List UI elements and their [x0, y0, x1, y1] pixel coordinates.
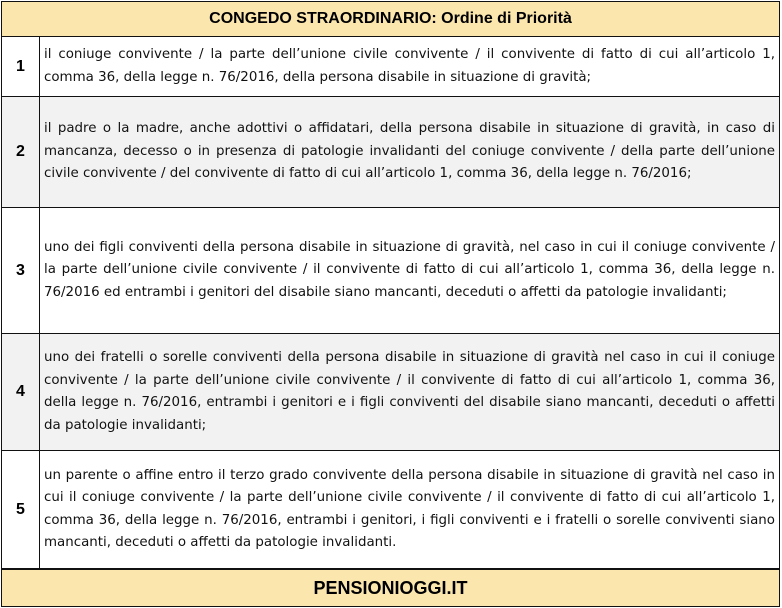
row-number: 2 — [2, 97, 40, 207]
row-number: 5 — [2, 451, 40, 568]
table-row — [2, 37, 779, 97]
table-row — [2, 451, 779, 568]
row-text: il coniuge convivente / la parte dell’unione civile convivente / il convivente di fatto di cui all’articolo 1, comma 36, della legge n. 76/2016, della persona disabile in situazione di gravità; — [44, 47, 775, 85]
table-row — [2, 97, 779, 208]
table-row — [2, 334, 779, 451]
table-body — [2, 37, 779, 568]
row-text: il padre o la madre, anche adottivi o affidatari, della persona disabile in situazione di gravità, in caso di mancanza, decesso o in presenza di patologie invalidanti del coniuge convivente / della parte dell’unione civile convivente / del convivente di fatto di cui all’articolo 1, comma 36, della legge n. 76/2016; — [44, 121, 775, 182]
row-text-cell — [40, 97, 779, 207]
row-number: 1 — [2, 37, 40, 96]
row-text-cell — [40, 451, 779, 568]
row-text: uno dei fratelli o sorelle conviventi della persona disabile in situazione di gravità nel caso in cui il coniuge convivente / la parte dell’unione civile convivente / il convivente di fatto di cui all’articolo 1, comma 36, della legge n. 76/2016, entrambi i genitori e i figli conviventi del disabile siano mancanti, deceduti o affetti da patologie invalidanti; — [44, 350, 775, 433]
row-text-cell — [40, 334, 779, 450]
table-row — [2, 208, 779, 334]
table-footer: PENSIONIOGGI.IT — [2, 568, 779, 606]
row-text: uno dei figli conviventi della persona disabile in situazione di gravità, nel caso in cui il coniuge convivente / la parte dell’unione civile convivente / il convivente di fatto di cui all’articolo 1, comma 36, della legge n. 76/2016 ed entrambi i genitori del disabile siano mancanti, deceduti o affetti da patologie invalidanti; — [44, 239, 775, 300]
priority-table — [1, 1, 780, 607]
row-text-cell — [40, 37, 779, 96]
row-number: 4 — [2, 334, 40, 450]
row-text-cell — [40, 208, 779, 333]
row-text: un parente o affine entro il terzo grado convivente della persona disabile in situazione di gravità nel caso in cui il coniuge convivente / la parte dell’unione civile convivente / il convivente di fatto di cui all’articolo 1, comma 36, della legge n. 76/2016, entrambi i genitori, i figli conviventi e i fratelli o sorelle conviventi siano mancanti, deceduti o affetti da patologie invalidanti. — [44, 467, 775, 550]
table-title: CONGEDO STRAORDINARIO: Ordine di Priorità — [2, 2, 779, 37]
row-number: 3 — [2, 208, 40, 333]
